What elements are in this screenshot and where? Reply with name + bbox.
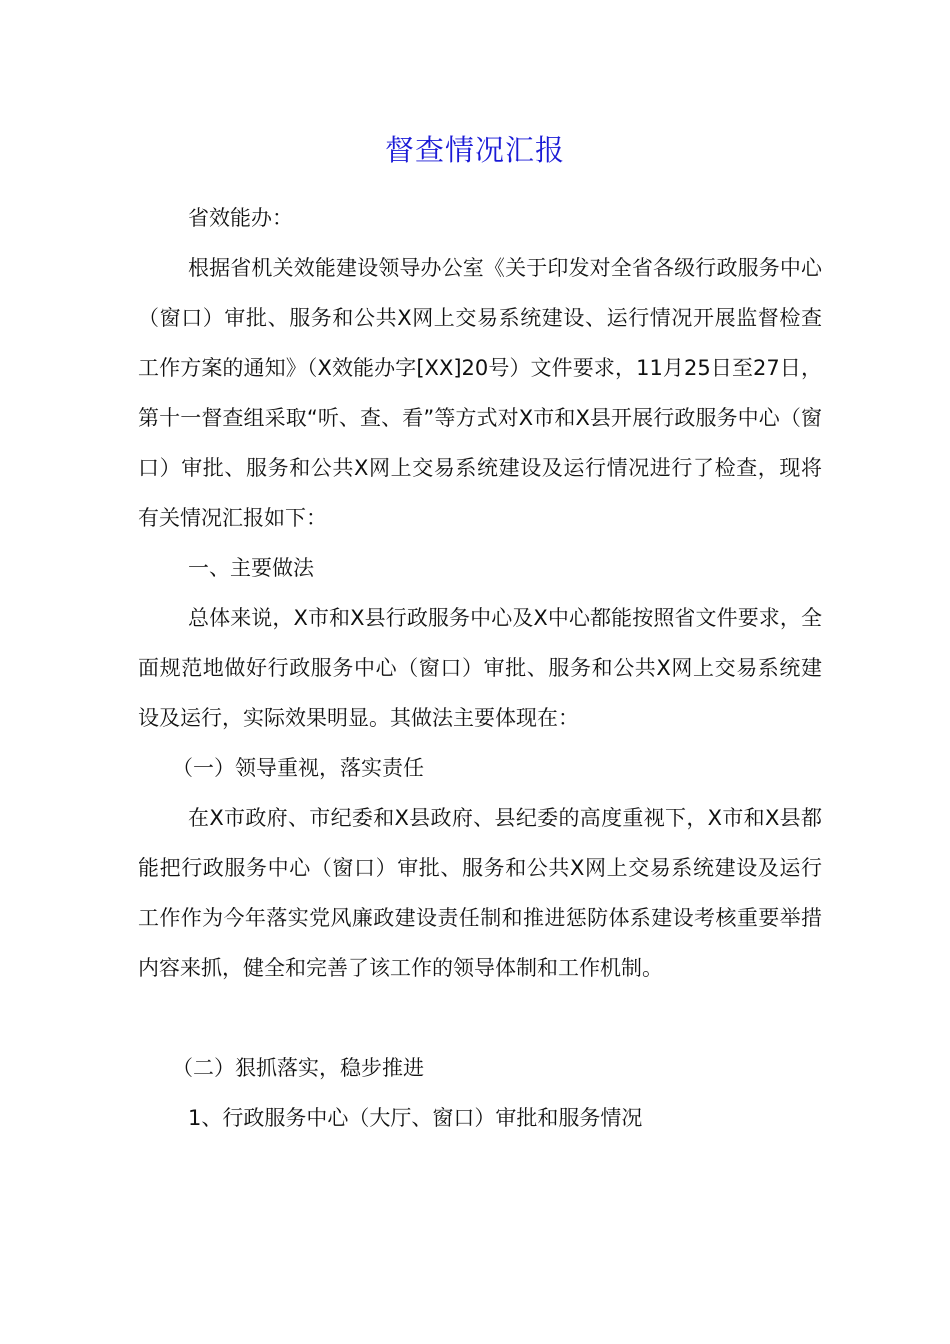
subsection-heading-leadership: （一）领导重视，落实责任 — [172, 756, 424, 780]
section-body-overview: 总体来说，X市和X县行政服务中心及X中心都能按照省文件要求，全面规范地做好行政服务中心（窗口）审批、服务和公共X网上交易系统建设及运行，实际效果明显。其做法主要体现在： — [138, 606, 822, 730]
section-heading-main-practices: 一、主要做法 — [188, 556, 314, 580]
subsection-heading-implementation: （二）狠抓落实，稳步推进 — [172, 1056, 424, 1080]
salutation: 省效能办： — [188, 206, 293, 230]
document-title: 督查情况汇报 — [384, 133, 565, 167]
item-heading-approval-service: 1、行政服务中心（大厅、窗口）审批和服务情况 — [188, 1106, 643, 1130]
intro-paragraph: 根据省机关效能建设领导办公室《关于印发对全省各级行政服务中心（窗口）审批、服务和公共X网上交易系统建设、运行情况开展监督检查工作方案的通知》（X效能办字[XX]20号）文件要求，11月25日至27日，第十一督查组采取“听、查、看”等方式对X市和X县开展行政服务中心（窗口）审批、服务和公共X网上交易系统建设及运行情况进行了检查，现将有关情况汇报如下： — [138, 256, 822, 530]
subsection-body-leadership: 在X市政府、市纪委和X县政府、县纪委的高度重视下，X市和X县都能把行政服务中心（窗口）审批、服务和公共X网上交易系统建设及运行工作作为今年落实党风廉政建设责任制和推进惩防体系建设考核重要举措内容来抓，健全和完善了该工作的领导体制和工作机制。 — [138, 806, 822, 980]
